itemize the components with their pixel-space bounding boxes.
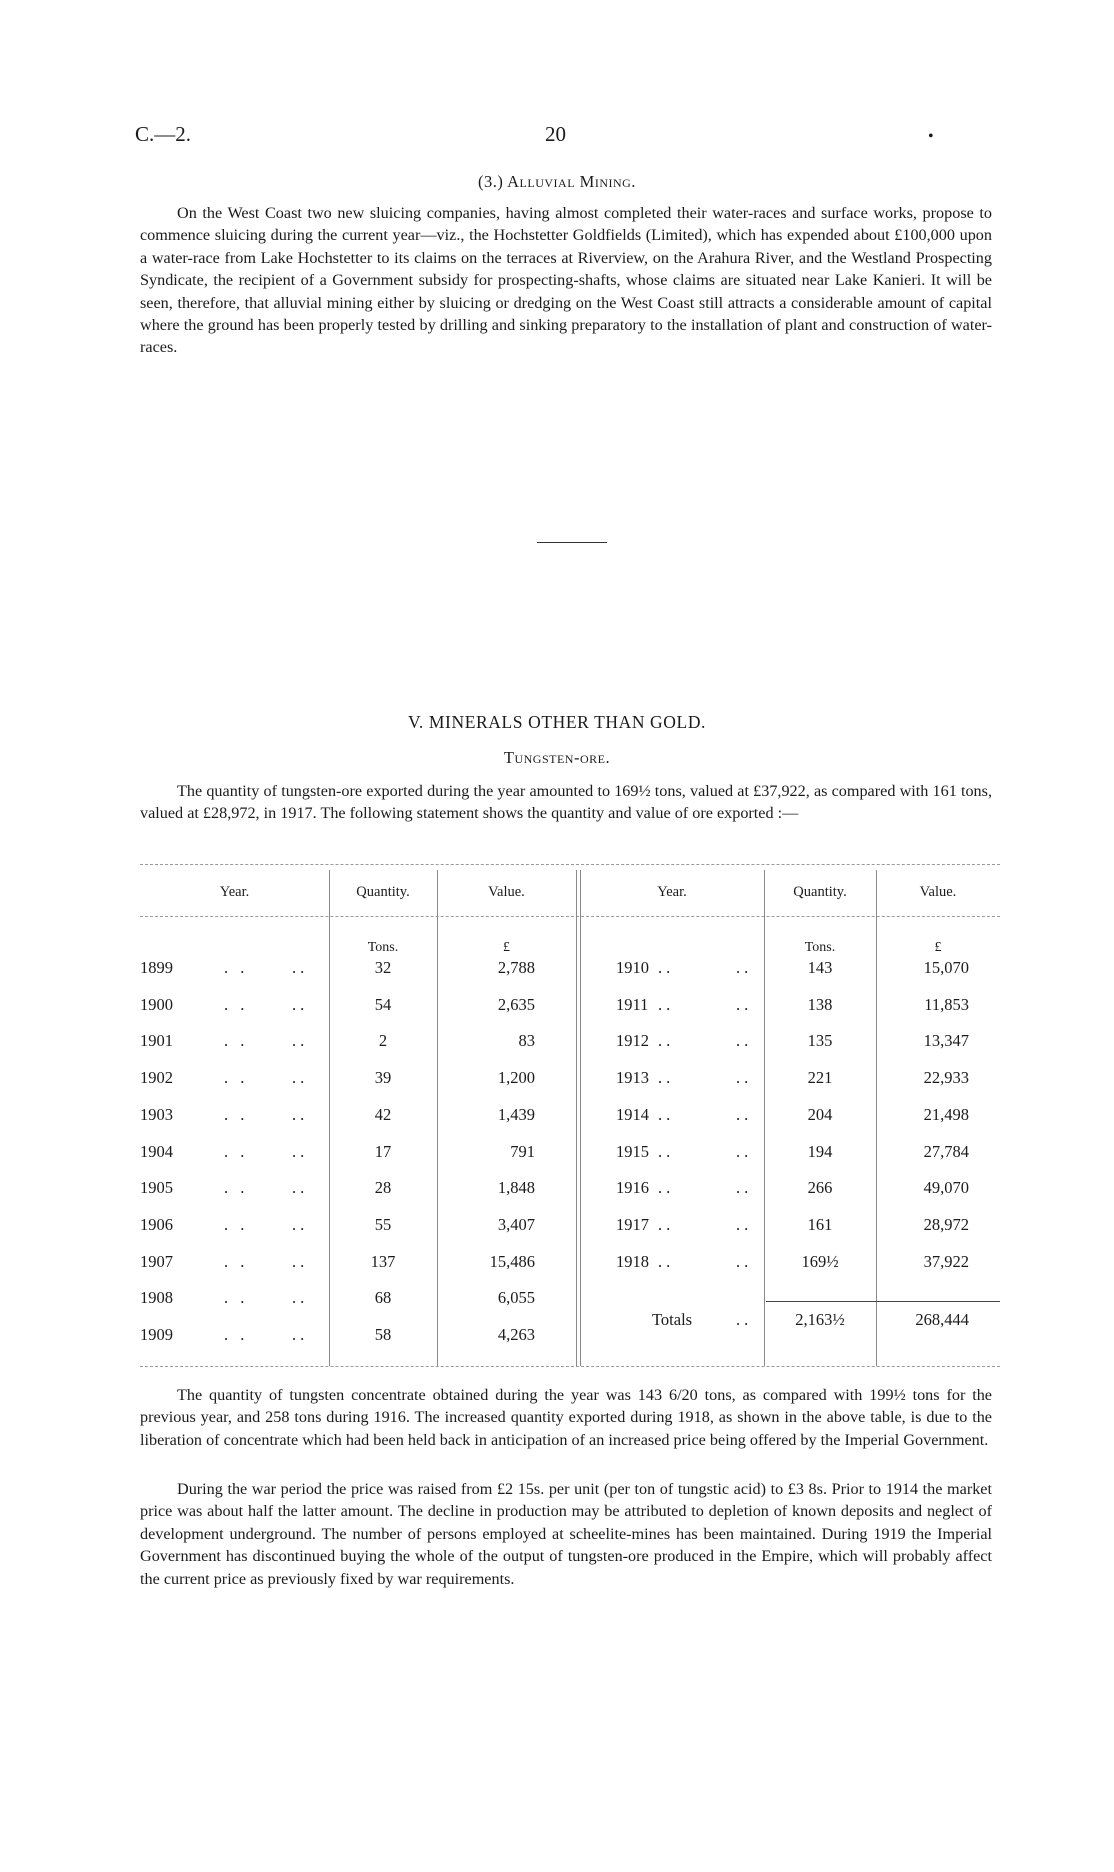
table-row-value: 1,848 — [497, 1178, 535, 1197]
table-row-value: 1,439 — [497, 1105, 535, 1124]
section-title-alluvial-mining: (3.) Alluvial Mining. — [478, 172, 636, 191]
leader-dots: .. — [736, 1310, 753, 1329]
leader-dots: . . — [224, 1325, 249, 1344]
table-row-year: 1906 — [140, 1215, 173, 1234]
totals-label: Totals — [652, 1310, 693, 1329]
unit-pounds-right: £ — [934, 940, 942, 955]
page-number: 20 — [545, 122, 566, 146]
table-row-quantity: 39 — [374, 1068, 392, 1087]
table-row-value: 27,784 — [923, 1142, 969, 1161]
leader-dots: .. — [658, 1252, 675, 1271]
leader-dots: . . — [224, 1178, 249, 1197]
header-year-left: Year. — [219, 884, 250, 900]
leader-dots: .. — [736, 1105, 753, 1124]
table-bottom-rule — [140, 1366, 1000, 1367]
table-row-quantity: 135 — [807, 1031, 833, 1050]
table-row-year: 1912 — [616, 1031, 649, 1050]
table-row-quantity: 138 — [807, 995, 833, 1014]
table-row-quantity: 137 — [370, 1252, 396, 1271]
leader-dots: . . — [224, 1105, 249, 1124]
table-row-quantity: 2 — [378, 1031, 388, 1050]
unit-pounds-left: £ — [503, 940, 510, 955]
table-row-value: 83 — [518, 1031, 535, 1050]
leader-dots: .. — [736, 1178, 753, 1197]
table-row-quantity: 204 — [807, 1105, 833, 1124]
war-price-paragraph: During the war period the price was raised from £2 15s. per unit (per ton of tungstic acid) to £3 8s. Prior to 1914 the market price was about half the latter amount. The decline in production may be attributed to depletion of known deposits and neglect of development underground. The number of persons employed at scheelite-mines has been maintained. During 1919 the Imperial Government has discontinued buying the whole of the output of tungsten-ore produced in the Empire, which will probably affect the current price as previously fixed by war requirements. — [140, 1480, 992, 1588]
table-row-quantity: 194 — [807, 1142, 833, 1161]
leader-dots: .. — [736, 1031, 753, 1050]
leader-dots: .. — [658, 1142, 675, 1161]
leader-dots: . . — [224, 1068, 249, 1087]
document-reference: C.—2. — [135, 122, 192, 146]
section-divider — [537, 542, 607, 543]
header-value-right: Value. — [919, 884, 957, 900]
table-row-value: 4,263 — [497, 1325, 535, 1344]
page-mark: • — [928, 128, 934, 145]
leader-dots: .. — [736, 1252, 753, 1271]
table-row-value: 6,055 — [497, 1288, 535, 1307]
column-rule — [580, 870, 581, 1366]
leader-dots: .. — [736, 958, 753, 977]
table-row-year: 1901 — [140, 1031, 173, 1050]
totals-value: 268,444 — [915, 1310, 969, 1329]
table-row-value: 15,070 — [923, 958, 969, 977]
table-row-quantity: 169½ — [801, 1252, 839, 1271]
table-row-quantity: 28 — [374, 1178, 392, 1197]
leader-dots: .. — [292, 995, 309, 1014]
concentrate-paragraph: The quantity of tungsten concentrate obtained during the year was 143 6/20 tons, as compared with 199½ tons for the previous year, and 258 tons during 1916. The increased quantity exported during 1918, as shown in the above table, is due to the liberation of concentrate which had been held back in anticipation of an increased price being offered by the Imperial Government. — [140, 1386, 992, 1449]
table-row-value: 21,498 — [923, 1105, 969, 1124]
table-top-rule — [140, 864, 1000, 865]
leader-dots: .. — [292, 1105, 309, 1124]
unit-tons-right: Tons. — [804, 940, 836, 955]
table-row-year: 1911 — [616, 995, 649, 1014]
table-row-quantity: 58 — [374, 1325, 392, 1344]
table-row-quantity: 32 — [374, 958, 392, 977]
header-quantity-left: Quantity. — [356, 884, 410, 900]
header-year-right: Year. — [657, 884, 687, 900]
table-row-year: 1918 — [616, 1252, 649, 1271]
leader-dots: . . — [224, 1252, 249, 1271]
table-row-value: 15,486 — [489, 1252, 535, 1271]
table-row-quantity: 143 — [807, 958, 833, 977]
leader-dots: .. — [292, 1068, 309, 1087]
table-row-value: 13,347 — [923, 1031, 969, 1050]
leader-dots: .. — [292, 1031, 309, 1050]
table-row-quantity: 17 — [374, 1142, 392, 1161]
table-row-quantity: 221 — [807, 1068, 833, 1087]
table-row-value: 22,933 — [923, 1068, 969, 1087]
table-row-value: 3,407 — [497, 1215, 535, 1234]
table-row-quantity: 266 — [807, 1178, 833, 1197]
leader-dots: .. — [292, 958, 309, 977]
leader-dots: .. — [292, 1252, 309, 1271]
header-value-left: Value. — [488, 884, 525, 900]
table-row-year: 1909 — [140, 1325, 173, 1344]
table-row-value: 2,635 — [497, 995, 535, 1014]
table-row-value: 11,853 — [924, 995, 969, 1014]
table-row-year: 1904 — [140, 1142, 173, 1161]
table-row-year: 1908 — [140, 1288, 173, 1307]
table-header-rule — [140, 916, 1000, 917]
leader-dots: .. — [292, 1142, 309, 1161]
table-row-year: 1907 — [140, 1252, 173, 1271]
unit-tons-left: Tons. — [367, 940, 399, 955]
table-row-quantity: 68 — [374, 1288, 392, 1307]
leader-dots: . . — [224, 995, 249, 1014]
leader-dots: . . — [224, 1288, 249, 1307]
leader-dots: .. — [292, 1325, 309, 1344]
table-row-value: 791 — [510, 1142, 535, 1161]
table-row-quantity: 55 — [374, 1215, 392, 1234]
totals-quantity: 2,163½ — [795, 1310, 845, 1329]
leader-dots: .. — [736, 1142, 753, 1161]
column-rule — [576, 870, 577, 1366]
chapter-title: V. MINERALS OTHER THAN GOLD. — [407, 712, 707, 732]
leader-dots: .. — [658, 1105, 675, 1124]
tungsten-export-table — [140, 864, 1000, 1366]
table-row-value: 28,972 — [923, 1215, 969, 1234]
table-row-year: 1900 — [140, 995, 173, 1014]
alluvial-mining-paragraph: On the West Coast two new sluicing companies, having almost completed their water-races and surface works, propose to commence sluicing during the current year—viz., the Hochstetter Goldfields (Limited), which has expended about £100,000 upon a water-race from Lake Hochstetter to its claims on the terraces at Riverview, on the Arahura River, and the Westland Prospecting Syndicate, the recipient of a Government subsidy for prospecting-shafts, whose claims are situated near Lake Kanieri. It will be seen, therefore, that alluvial mining either by sluicing or dredging on the West Coast still attracts a considerable amount of capital where the ground has been properly tested by drilling and sinking preparatory to the installation of plant and construction of water-races. — [140, 204, 992, 357]
totals-rule — [766, 1301, 1000, 1302]
table-row-year: 1899 — [140, 958, 173, 977]
table-row-quantity: 54 — [374, 995, 392, 1014]
table-row-year: 1916 — [616, 1178, 649, 1197]
leader-dots: . . — [224, 1215, 249, 1234]
leader-dots: .. — [658, 1178, 675, 1197]
table-row-quantity: 161 — [807, 1215, 833, 1234]
leader-dots: .. — [292, 1288, 309, 1307]
table-row-year: 1902 — [140, 1068, 173, 1087]
table-row-value: 37,922 — [923, 1252, 969, 1271]
table-row-year: 1915 — [616, 1142, 649, 1161]
leader-dots: . . — [224, 1142, 249, 1161]
leader-dots: .. — [658, 995, 675, 1014]
table-row-year: 1905 — [140, 1178, 173, 1197]
table-row-year: 1917 — [616, 1215, 649, 1234]
leader-dots: . . — [224, 1031, 249, 1050]
leader-dots: .. — [736, 1215, 753, 1234]
table-row-year: 1913 — [616, 1068, 649, 1087]
leader-dots: .. — [292, 1178, 309, 1197]
leader-dots: .. — [658, 958, 675, 977]
table-row-value: 1,200 — [497, 1068, 535, 1087]
leader-dots: .. — [736, 1068, 753, 1087]
tungsten-intro-paragraph: The quantity of tungsten-ore exported during the year amounted to 169½ tons, valued at £37,922, as compared with 161 tons, valued at £28,972, in 1917. The following statement shows the quantity and value of ore exported :— — [140, 782, 992, 823]
subsection-title-tungsten-ore: Tungsten-ore. — [503, 748, 611, 767]
table-row-year: 1914 — [616, 1105, 649, 1124]
leader-dots: .. — [658, 1031, 675, 1050]
table-row-year: 1910 — [616, 958, 649, 977]
leader-dots: .. — [658, 1068, 675, 1087]
leader-dots: .. — [658, 1215, 675, 1234]
table-row-value: 49,070 — [923, 1178, 969, 1197]
leader-dots: .. — [292, 1215, 309, 1234]
header-quantity-right: Quantity. — [793, 884, 847, 900]
table-row-quantity: 42 — [374, 1105, 392, 1124]
leader-dots: . . — [224, 958, 249, 977]
table-row-value: 2,788 — [497, 958, 535, 977]
leader-dots: .. — [736, 995, 753, 1014]
table-row-year: 1903 — [140, 1105, 173, 1124]
